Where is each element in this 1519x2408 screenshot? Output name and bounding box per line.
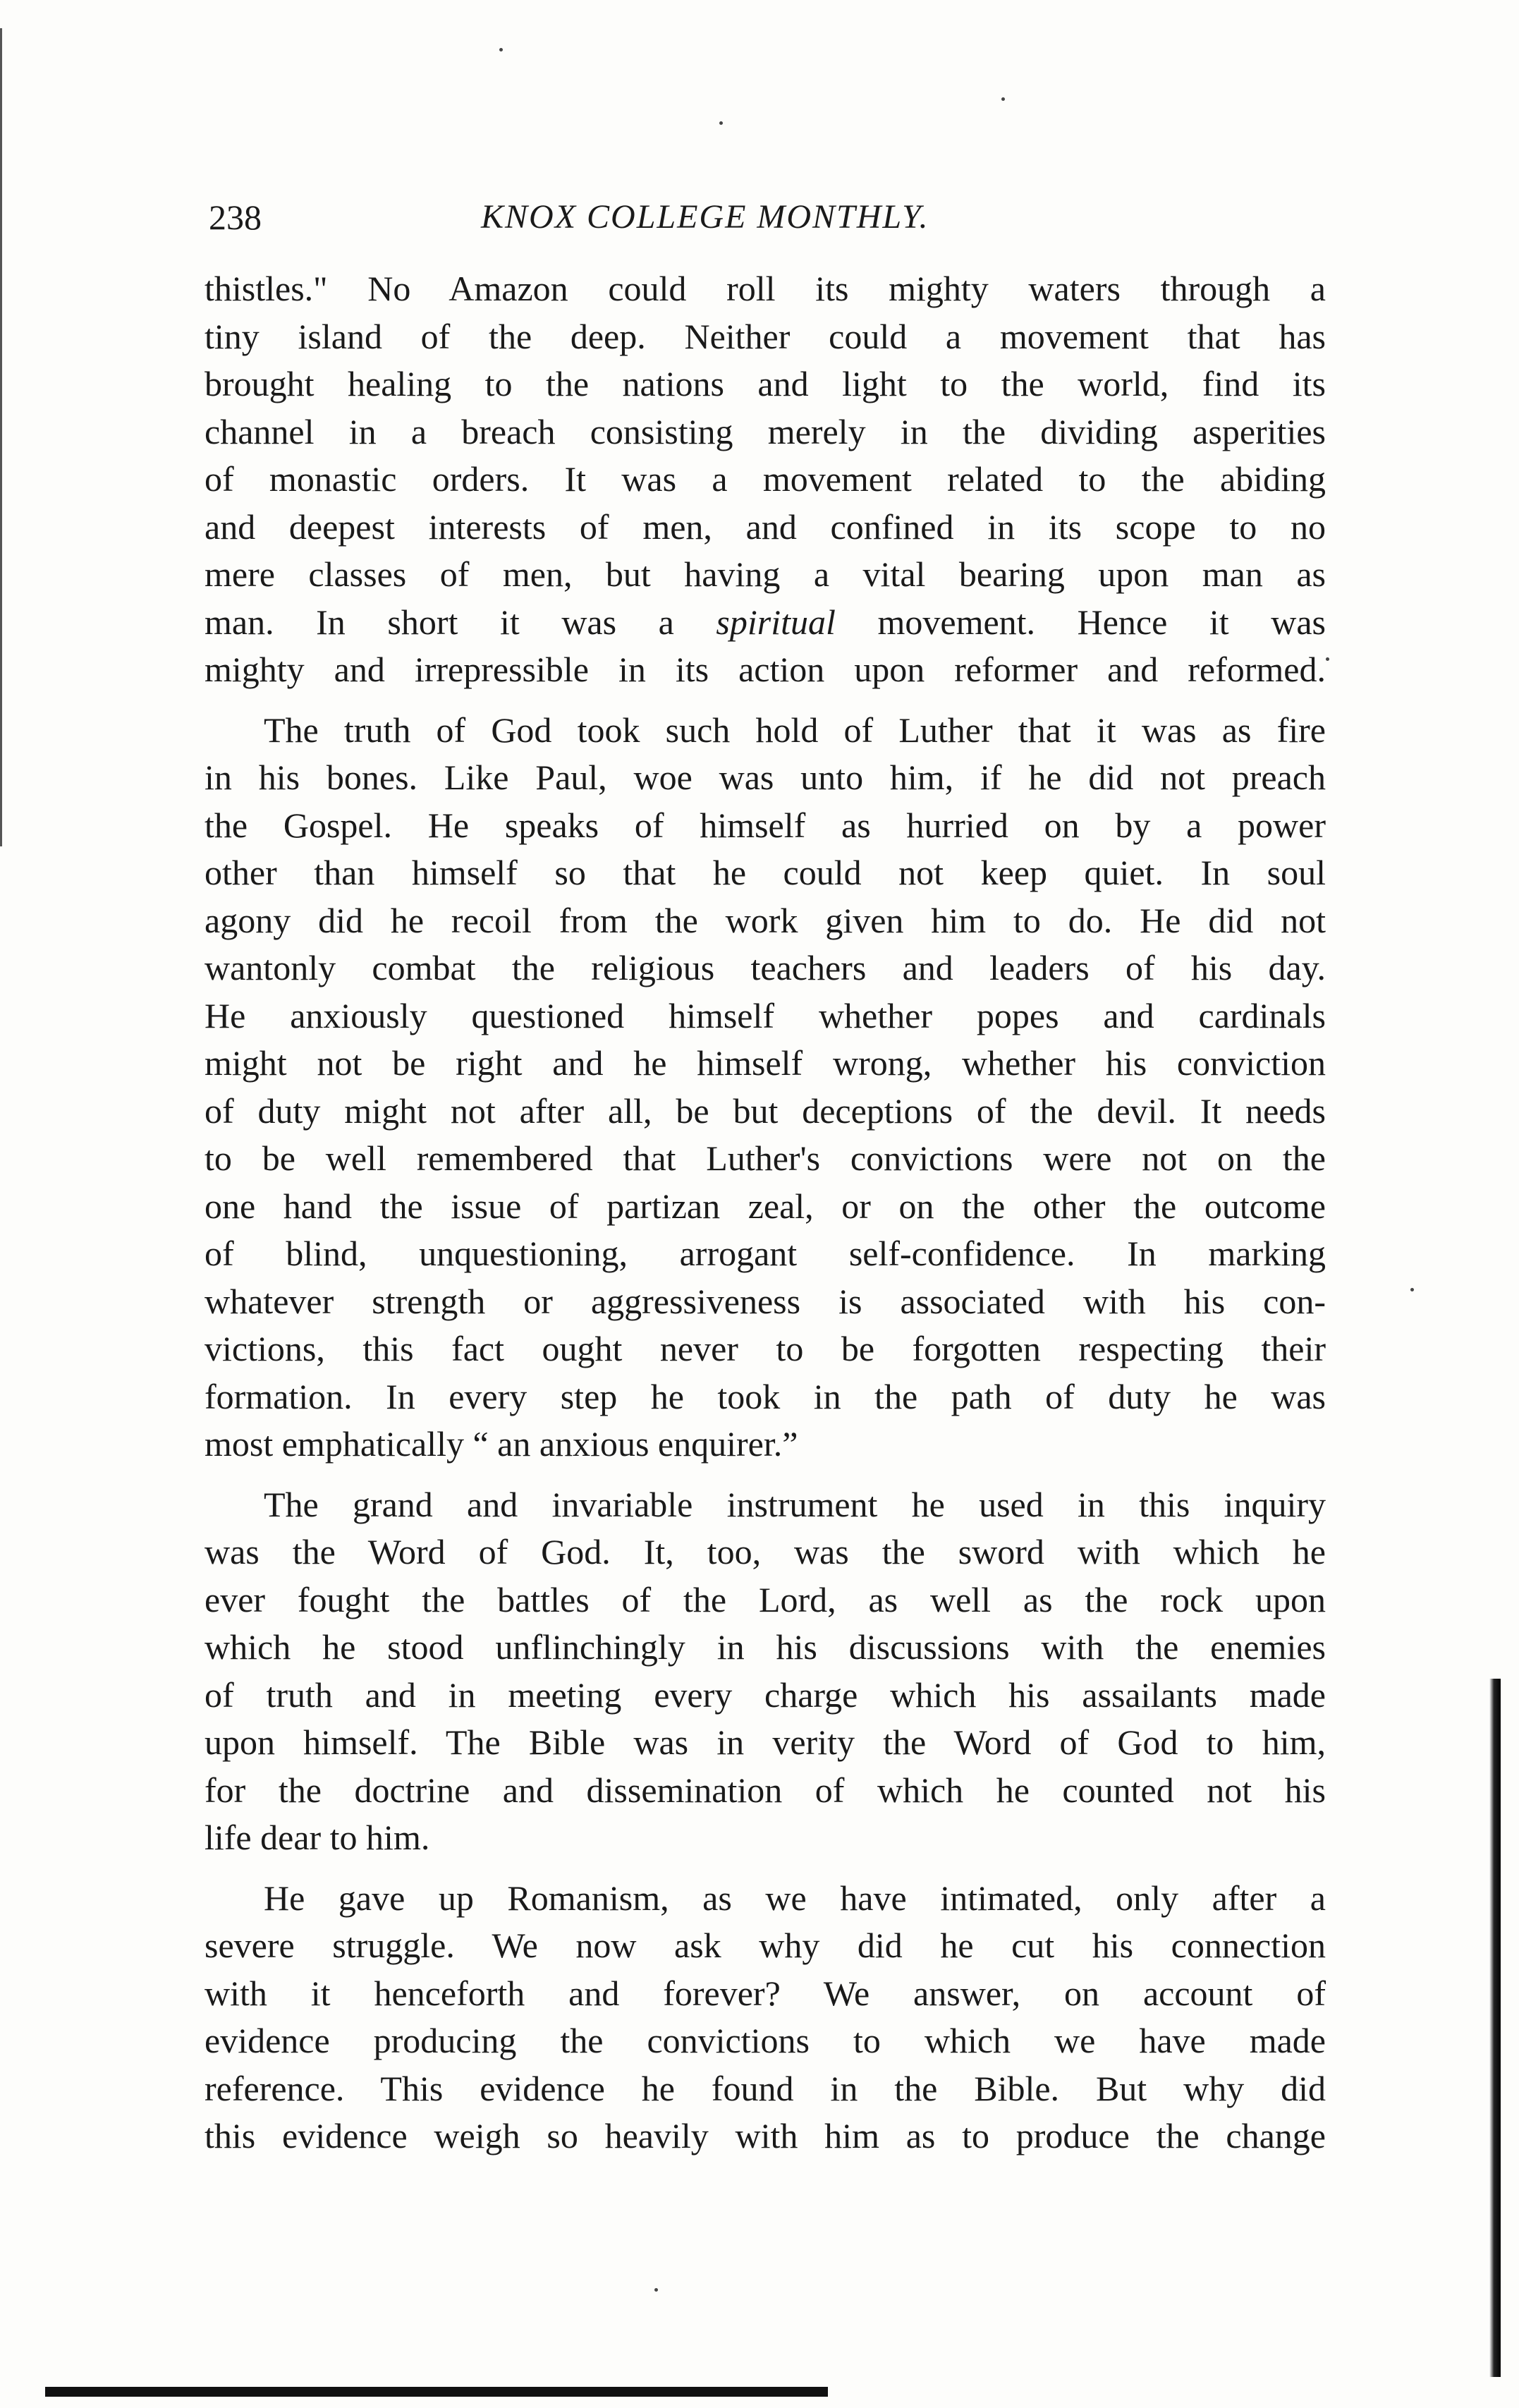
text-line: of blind, unquestioning, arrogant self-confidence. In marking — [205, 1234, 1326, 1273]
text-line: tiny island of the deep. Neither could a movement that has — [205, 316, 1326, 356]
scan-right-edge-artifact — [1489, 1679, 1501, 2377]
text-line: severe struggle. We now ask why did he cut his connection — [205, 1926, 1326, 1965]
text-line: The grand and invariable instrument he used in this inquiry — [264, 1484, 1326, 1524]
paragraph-3 — [205, 1481, 1326, 1862]
text-line: which he stood unflinchingly in his discussions with the enemies — [205, 1627, 1326, 1667]
text-line: formation. In every step he took in the path of duty he was — [205, 1376, 1326, 1416]
text-line: of duty might not after all, be but deceptions of the devil. It needs — [205, 1090, 1326, 1131]
page-number: 238 — [209, 197, 262, 237]
scan-speck — [499, 48, 503, 51]
text-line: ever fought the battles of the Lord, as well as the rock upon — [205, 1579, 1326, 1619]
scan-speck — [1410, 1288, 1414, 1291]
text-line: one hand the issue of partizan zeal, or on the other the outcome — [205, 1186, 1326, 1226]
scan-bottom-bar-artifact — [45, 2387, 828, 2397]
text-line: agony did he recoil from the work given him to do. He did not — [205, 900, 1326, 940]
paragraph-2 — [205, 707, 1326, 1468]
text-line: brought healing to the nations and light to the world, find its — [205, 364, 1326, 403]
text-line: of truth and in meeting every charge which his assailants made — [205, 1674, 1326, 1715]
text-line: most emphatically “ an anxious enquirer.” — [205, 1424, 798, 1464]
running-title: KNOX COLLEGE MONTHLY. — [481, 198, 929, 236]
running-header — [209, 196, 1327, 238]
text-line: and deepest interests of men, and confined in its scope to no — [205, 506, 1326, 547]
text-line: might not be right and he himself wrong, whether his conviction — [205, 1043, 1326, 1083]
paragraph-1 — [205, 265, 1326, 694]
scan-speck — [1326, 657, 1329, 661]
text-line: in his bones. Like Paul, woe was unto him, if he did not preach — [205, 758, 1326, 797]
text-line: whatever strength or aggressiveness is associated with his con- — [205, 1281, 1326, 1321]
text-line: thistles." No Amazon could roll its mighty waters through a — [205, 269, 1326, 308]
text-segment: movement. Hence it was — [877, 602, 1326, 642]
text-line: He gave up Romanism, as we have intimated, only after a — [264, 1878, 1326, 1918]
text-line: with it henceforth and forever? We answer, on account of — [205, 1973, 1326, 2013]
text-line: for the doctrine and dissemination of which he counted not his — [205, 1770, 1326, 1810]
text-line: this evidence weigh so heavily with him as to produce the change — [205, 2116, 1326, 2155]
text-line: life dear to him. — [205, 1818, 430, 1857]
text-line: mere classes of men, but having a vital bearing upon man as — [205, 554, 1326, 594]
text-line: reference. This evidence he found in the Bible. But why did — [205, 2068, 1326, 2108]
text-line: victions, this fact ought never to be forgotten respecting their — [205, 1329, 1326, 1368]
scan-speck — [719, 121, 723, 125]
text-line: the Gospel. He speaks of himself as hurried on by a power — [205, 805, 1326, 845]
text-segment: man. In short it was a — [205, 602, 674, 642]
text-line: of monastic orders. It was a movement related to the abiding — [205, 459, 1326, 499]
text-line: evidence producing the convictions to which we have made — [205, 2021, 1326, 2060]
paragraph-4 — [205, 1875, 1326, 2160]
scan-left-edge-artifact — [0, 28, 12, 846]
scan-speck — [1001, 97, 1005, 101]
text-line: to be well remembered that Luther's convictions were not on the — [205, 1138, 1326, 1178]
emphasis-spiritual: spiritual — [716, 602, 836, 642]
text-line: upon himself. The Bible was in verity the Word of God to him, — [205, 1722, 1326, 1762]
text-line: other than himself so that he could not keep quiet. In soul — [205, 853, 1326, 892]
text-line: channel in a breach consisting merely in the dividing asperities — [205, 411, 1326, 451]
text-line-with-emphasis — [205, 599, 1326, 647]
text-line: was the Word of God. It, too, was the sword with which he — [205, 1532, 1326, 1571]
text-line: He anxiously questioned himself whether popes and cardinals — [205, 995, 1326, 1035]
text-line: mighty and irrepressible in its action upon reformer and reformed. — [205, 650, 1326, 689]
text-line: wantonly combat the religious teachers and leaders of his day. — [205, 948, 1326, 987]
text-line: The truth of God took such hold of Luther that it was as fire — [264, 710, 1326, 750]
body-text — [205, 265, 1326, 2160]
scan-speck — [654, 2288, 658, 2292]
